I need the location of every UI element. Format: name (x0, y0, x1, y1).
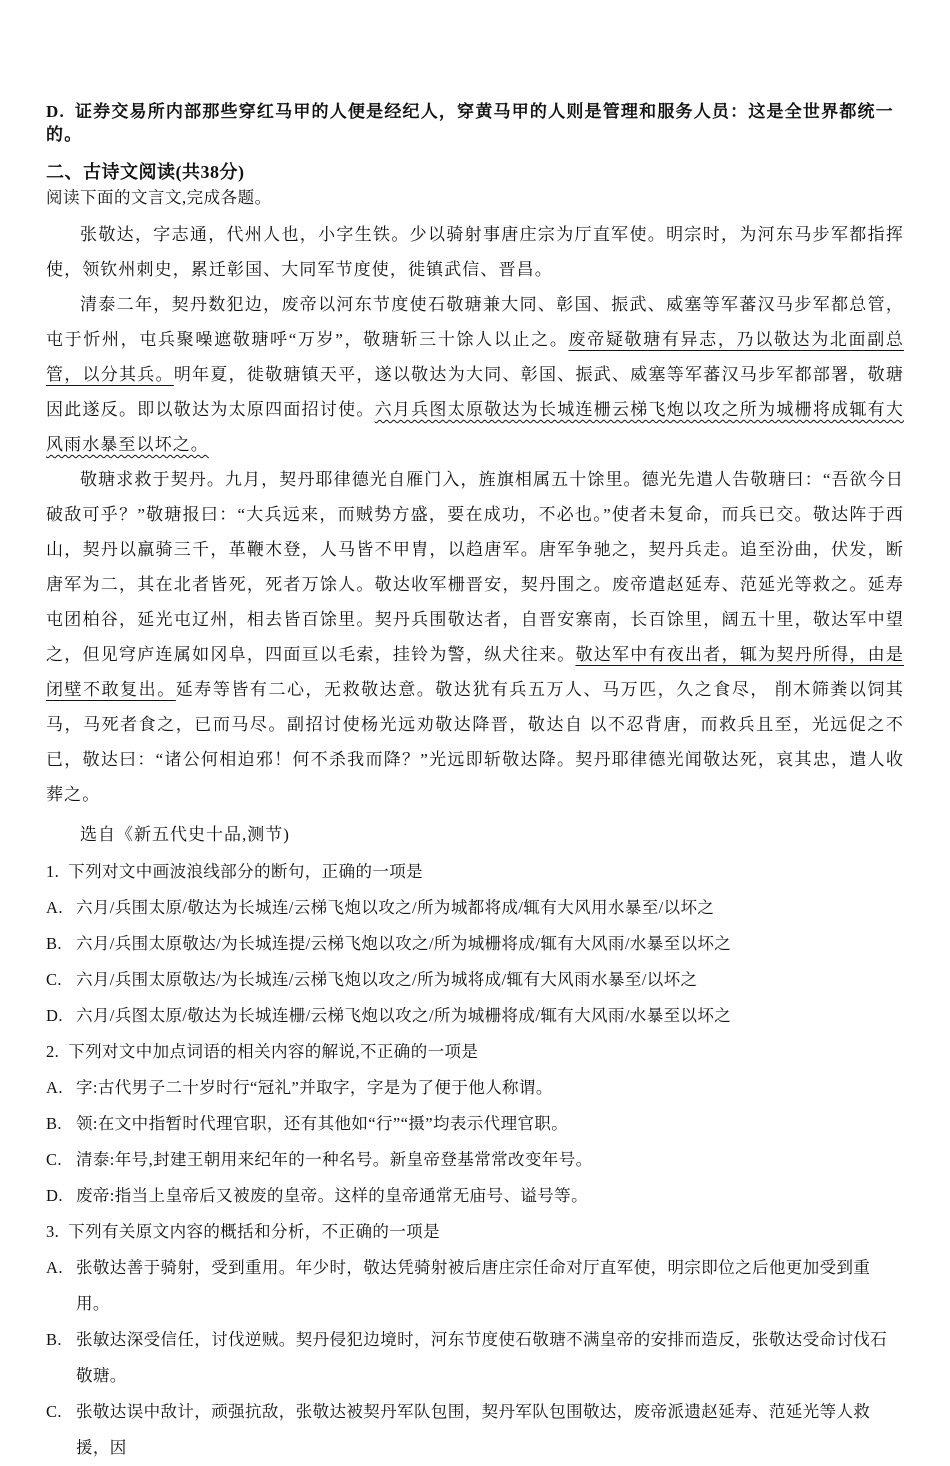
option-label: A. (46, 898, 63, 917)
question-stem (46, 854, 904, 890)
option-text: 六月/兵围太原敬达/为长城连提/云梯飞炮以攻之/所为城栅将成/辄有大风雨/水暴至以坏之 (76, 934, 732, 953)
option-text: 张敏达深受信任，讨伐逆贼。契丹侵犯边境时，河东节度使石敬瑭不满皇帝的安排而造反，张敬达受命讨伐石敬瑭。 (76, 1330, 888, 1385)
passage-text: 清泰二年，契丹数犯边，废帝以河东节度使石敬瑭兼大同、彰国、振武、威塞等军蕃汉马步军都总管，屯于忻州，屯兵聚噪遮敬瑭呼“万岁”，敬瑭斩三十馀人以止之。 (46, 295, 904, 349)
option-label: D. (46, 1186, 63, 1205)
option-text: 领:在文中指暂时代理官职，还有其他如“行”“摄”均表示代理官职。 (76, 1114, 569, 1133)
question-2-option-d[interactable] (46, 1178, 904, 1214)
option-label: D. (46, 102, 65, 121)
passage-paragraph-2 (46, 287, 904, 462)
question-1-option-c[interactable] (46, 962, 904, 998)
question-number: 2. (46, 1042, 60, 1061)
option-text: 张敬达善于骑射，受到重用。年少时，敬达凭骑射被后唐庄宗任命对厅直军使，明宗即位之后他更加受到重用。 (76, 1258, 871, 1313)
question-1-option-b[interactable] (46, 926, 904, 962)
option-label: D. (46, 1006, 63, 1025)
question-2 (46, 1034, 904, 1214)
question-stem (46, 1034, 904, 1070)
passage-text: 敬瑭求救于契丹。九月，契丹耶律德光自雁门入，旌旗相属五十馀里。德光先遣人告敬瑭曰：“吾欲今日破敌可乎？”敬瑭报曰：“大兵远来，而贼势方盛，要在成功，不必也。”使者未复命，而兵已交。敬达阵于西山，契丹以羸骑三千，革鞭木登，人马皆不甲胄，以趋唐军。唐军争驰之，契丹兵走。追至汾曲，伏发，断唐军为二，其在北者皆死，死者万馀人。敬达收军栅晋安，契丹围之。废帝遣赵延寿、范延光等救之。延寿屯团柏谷，延光屯辽州，相去皆百馀里。契丹兵围敬达者，自晋安寨南，长百馀里，阔五十里，敬达军中望之，但见穹庐连属如冈阜，四面亘以毛索，挂铃为警，纵犬往来。 (46, 470, 904, 664)
question-text: 下列对文中加点词语的相关内容的解说,不正确的一项是 (68, 1042, 479, 1061)
wavy-underlined-text: 六月兵图太原敬达为长城连栅云梯飞炮以攻之所为城栅将成辄有大风雨水暴至以坏之。 (46, 400, 904, 454)
question-2-option-b[interactable] (46, 1106, 904, 1142)
question-2-option-c[interactable] (46, 1142, 904, 1178)
option-label: A. (46, 1078, 63, 1097)
question-number: 3. (46, 1222, 60, 1241)
option-text: 六月/兵围太原/敬达为长城连/云梯飞炮以攻之/所为城都将成/辄有大风用水暴至/以坏之 (76, 898, 715, 917)
option-text: 废帝:指当上皇帝后又被废的皇帝。这样的皇帝通常无庙号、谥号等。 (76, 1186, 588, 1205)
passage-text: 延寿等皆有二心，无救敬达意。敬达犹有兵五万人、马万匹，久之食尽， 削木筛粪以饲其马，马死者食之，已而马尽。副招讨使杨光远劝敬达降晋，敬达自 以不忍背唐，而救兵且至，光远促之不已，敬达曰：“诸公何相迫邪！何不杀我而降？”光远即斩敬达降。契丹耶律德光闻敬达死，哀其忠，遣人收葬之。 (46, 680, 905, 804)
underlined-text: 敬达军中有夜出者，辄为契丹所得，由是闭壁不敢复出。 (46, 645, 904, 699)
passage-paragraph-1 (46, 217, 904, 287)
instruction-line: 阅读下面的文言文,完成各题。 (46, 188, 272, 207)
section-heading: 二、古诗文阅读(共38分) (46, 162, 245, 182)
option-label: B. (46, 1330, 62, 1349)
question-1-option-a[interactable] (46, 890, 904, 926)
question-3-option-c[interactable] (46, 1394, 904, 1466)
question-2-option-a[interactable] (46, 1070, 904, 1106)
question-1-option-d[interactable] (46, 998, 904, 1034)
question-3-option-b[interactable] (46, 1322, 904, 1394)
passage-text: 明年夏，徙敬瑭镇天平，遂以敬达为大同、彰国、振武、威塞等军蕃汉马步军都部署，敬瑭因此遂反。即以敬达为太原四面招讨使。 (46, 365, 904, 419)
passage-paragraph-3 (46, 462, 904, 812)
question-3 (46, 1214, 904, 1466)
previous-question-option-d (46, 100, 904, 146)
option-text: 证券交易所内部那些穿红马甲的人便是经纪人，穿黄马甲的人则是管理和服务人员：这是全世界都统一的。 (46, 102, 894, 144)
option-label: B. (46, 1114, 62, 1133)
option-label: B. (46, 934, 62, 953)
underlined-text: 废帝疑敬瑭有异志，乃以敬达为北面副总管，以分其兵。 (46, 330, 904, 384)
question-stem (46, 1214, 904, 1250)
question-number: 1. (46, 862, 60, 881)
question-text: 下列有关原文内容的概括和分析，不正确的一项是 (68, 1222, 440, 1241)
option-label: A. (46, 1258, 63, 1277)
option-text: 六月/兵围太原敬达/为长城连/云梯飞炮以攻之/所为城将成/辄有大风雨水暴至/以坏之 (76, 970, 698, 989)
option-text: 六月/兵图太原/敬达为长城连栅/云梯飞炮以攻之/所为城栅将成/辄有大风雨/水暴至以坏之 (76, 1006, 732, 1025)
question-3-option-a[interactable] (46, 1250, 904, 1322)
option-text: 张敬达误中敌计，顽强抗敌，张敬达被契丹军队包围，契丹军队包围敬达，废帝派遗赵延寿、范延光等人救援，因 (76, 1402, 871, 1457)
option-text: 字:古代男子二十岁时行“冠礼”并取字，字是为了便于他人称谓。 (76, 1078, 553, 1097)
passage-source: 选自《新五代史十品,测节) (80, 825, 290, 844)
question-1 (46, 854, 904, 1034)
option-label: C. (46, 1150, 62, 1169)
option-label: C. (46, 970, 62, 989)
passage-text: 张敬达，字志通，代州人也，小字生铁。少以骑射事唐庄宗为厅直军使。明宗时，为河东马步军都指挥使，领钦州刺史，累迁彰国、大同军节度使，徙镇武信、晋昌。 (46, 225, 904, 279)
option-text: 清泰:年号,封建王朝用来纪年的一种名号。新皇帝登基常常改变年号。 (76, 1150, 593, 1169)
classical-passage (46, 217, 904, 852)
option-label: C. (46, 1402, 62, 1421)
question-text: 下列对文中画波浪线部分的断句，正确的一项是 (68, 862, 424, 881)
